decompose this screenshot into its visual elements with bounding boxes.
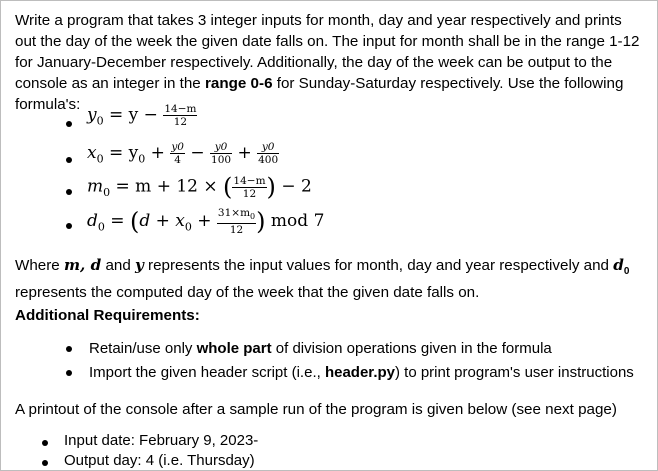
formula-d0	[87, 207, 324, 236]
sample-output: Output day: 4 (i.e. Thursday)	[64, 452, 255, 469]
f3-fraction	[232, 175, 266, 200]
f3-sub: 0	[103, 185, 111, 199]
f4-eq: =	[110, 211, 125, 232]
additional-heading: Additional Requirements:	[15, 307, 200, 324]
f2-n3: y0	[257, 141, 279, 154]
f2-sub: 0	[96, 152, 104, 166]
bullet-dot	[42, 440, 48, 446]
f3-rparen: )	[266, 173, 276, 201]
where-dvar: d	[613, 256, 624, 274]
f4-rparen: )	[256, 207, 266, 236]
bullet-dot	[66, 121, 72, 127]
where-dsub: 0	[623, 266, 630, 278]
bullet-dot	[66, 157, 72, 163]
f2-eq: = y	[109, 143, 139, 163]
f3-tail: − 2	[281, 176, 312, 197]
where-text-3: represents the input values for month, day and year respectively and	[143, 257, 614, 274]
f4-inner: d + x	[139, 211, 185, 232]
f4-inner-sub: 0	[184, 220, 192, 234]
where-text-2: and	[101, 257, 135, 274]
req1-bold: whole part	[196, 340, 272, 357]
req1-pre: Retain/use only	[89, 340, 197, 357]
intro-paragraph	[15, 10, 647, 115]
f2-frac-2	[210, 141, 232, 166]
sample-input: Input date: February 9, 2023-	[64, 432, 259, 449]
req-item-2	[89, 363, 634, 383]
f2-minus: −	[190, 143, 205, 163]
f2-frac-1	[170, 141, 185, 166]
f4-lhs: d	[87, 211, 98, 232]
req1-post: of division operations given in the formula	[271, 340, 552, 357]
bullet-dot	[66, 370, 72, 376]
formula-x0	[87, 141, 279, 166]
printout-text: A printout of the console after a sample run of the program is given below (see next page)	[15, 401, 617, 418]
f2-plus2: +	[237, 143, 252, 163]
f2-eq-sub: 0	[138, 152, 146, 166]
f2-d1: 4	[174, 154, 181, 166]
where-text-4: represents the computed day of the week that the given date falls on.	[15, 284, 480, 302]
f1-num: 14−m	[164, 103, 197, 115]
f3-num: 14−m	[233, 174, 266, 187]
f2-n2: y0	[210, 141, 232, 154]
formula-m0	[87, 173, 312, 201]
f1-eq: = y −	[109, 105, 158, 125]
f4-plus: +	[197, 211, 212, 232]
where-paragraph	[15, 255, 647, 303]
f1-sub: 0	[96, 114, 104, 128]
f2-lhs: x	[87, 143, 97, 163]
f4-num-text: 31×m	[217, 207, 251, 219]
f4-sub: 0	[97, 220, 105, 234]
f4-num-sub: 0	[250, 212, 256, 222]
intro-text-1: Write a program that takes 3 integer inputs for month, day and year respectively and prints out the day of the week the given date falls on. The input for month shall be in the range 1-12 for January-December respectively. Additionally, the day of the week can be output to the console as an integer in the	[15, 12, 640, 92]
f3-lhs: m	[87, 176, 104, 197]
req2-bold: header.py	[324, 364, 395, 381]
f1-fraction	[163, 103, 197, 128]
f3-lparen: (	[223, 173, 233, 201]
f2-plus1: +	[150, 143, 165, 163]
bullet-dot	[66, 346, 72, 352]
f1-den: 12	[173, 116, 188, 128]
f2-frac-3	[257, 141, 279, 166]
f4-den: 12	[229, 224, 244, 237]
f4-num	[217, 207, 256, 224]
where-yvar: y	[135, 256, 144, 274]
bullet-dot	[42, 460, 48, 466]
formula-y0	[87, 103, 197, 128]
bullet-dot	[66, 189, 72, 195]
where-text-1: Where	[15, 257, 64, 274]
f1-lhs: y	[87, 105, 97, 125]
req-item-1	[89, 339, 552, 359]
bullet-dot	[66, 223, 72, 229]
intro-text-2: for Sunday-Saturday respectively. Use the following formula's:	[15, 75, 624, 113]
f2-d3: 400	[258, 154, 279, 166]
f4-tail: mod 7	[270, 211, 325, 232]
f2-n1: y0	[171, 141, 184, 153]
f3-den: 12	[242, 187, 257, 200]
req2-pre: Import the given header script (i.e.,	[89, 364, 325, 381]
req2-post: ) to print program's user instructions	[395, 364, 634, 381]
where-vars: m, d	[63, 256, 102, 274]
f2-d2: 100	[211, 154, 232, 166]
f3-eq: = m + 12 ×	[115, 176, 218, 197]
f4-fraction	[217, 207, 256, 236]
f4-lparen: (	[129, 207, 140, 236]
intro-range-bold: range 0-6	[204, 75, 273, 92]
